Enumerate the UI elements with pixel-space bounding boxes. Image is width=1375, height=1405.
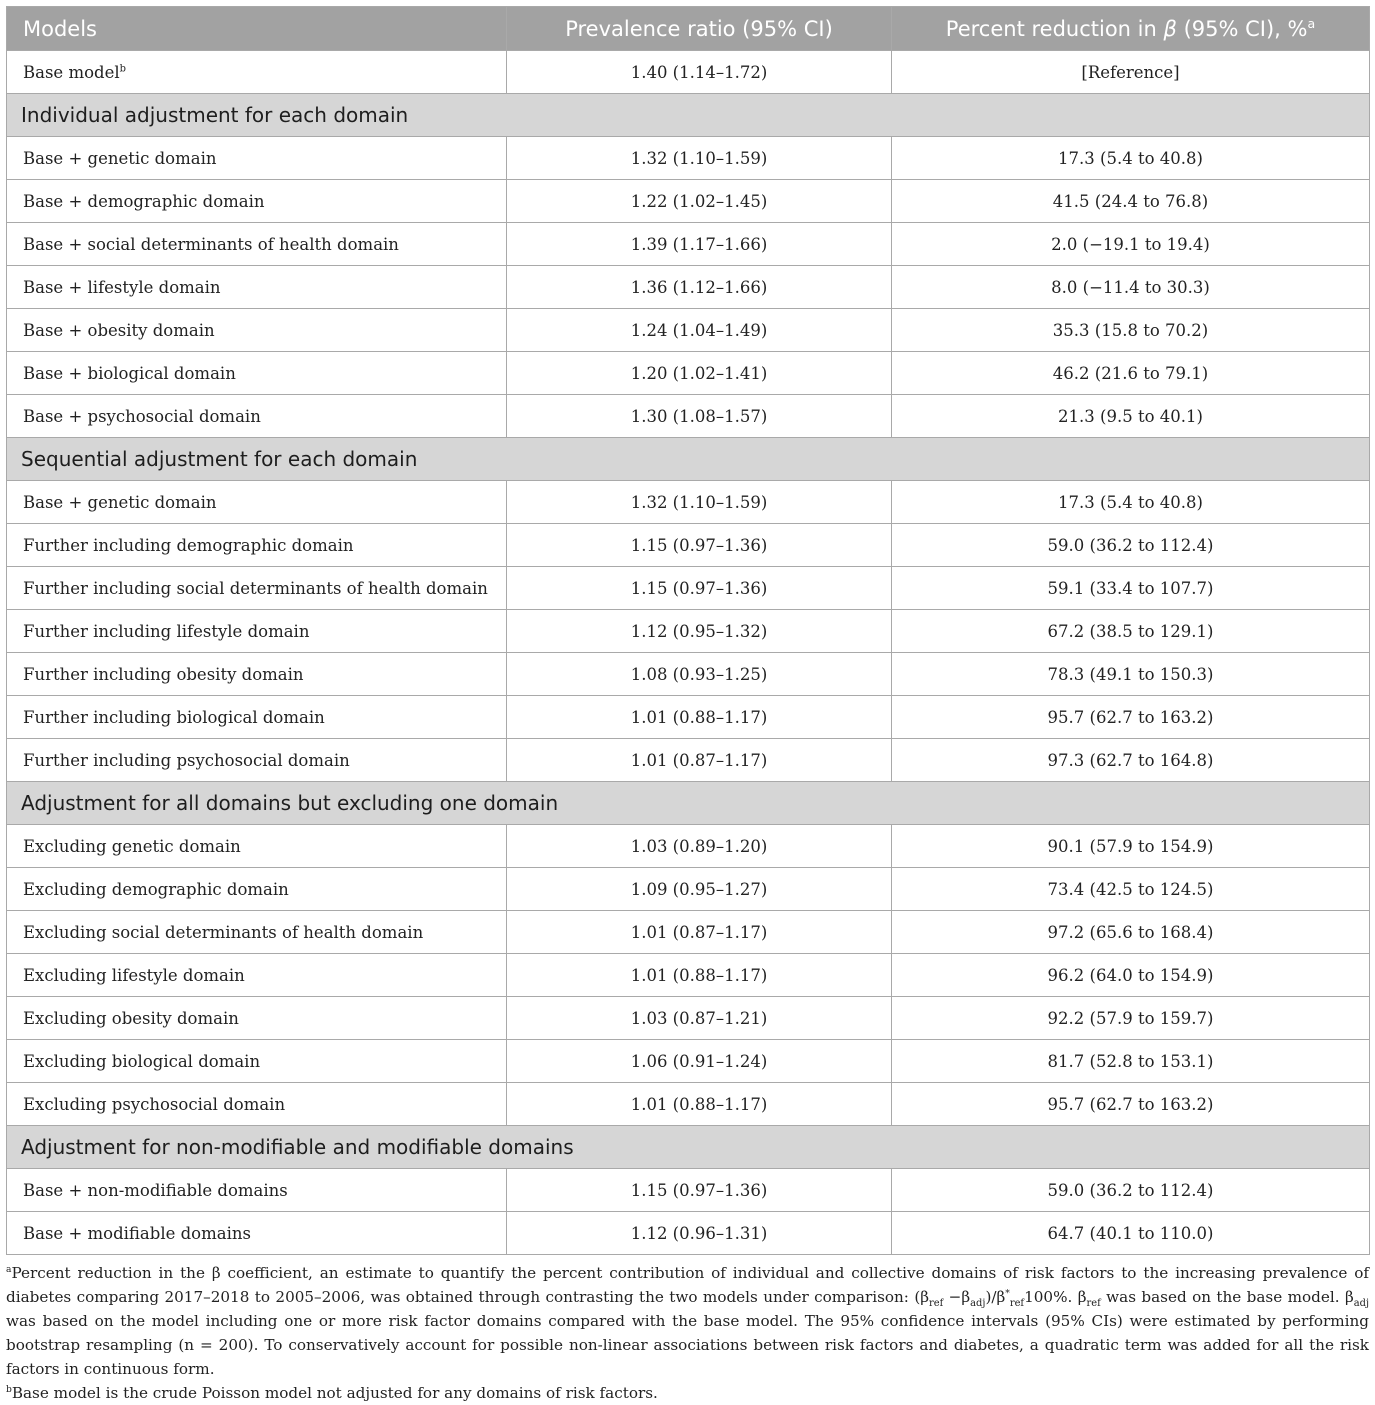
row-percent-reduction: 46.2 (21.6 to 79.1) (892, 352, 1370, 395)
row-label: Base + genetic domain (7, 137, 507, 180)
table-row (7, 653, 1370, 696)
row-label: Base + demographic domain (7, 180, 507, 223)
row-label: Base + obesity domain (7, 309, 507, 352)
header-prevalence-ratio: Prevalence ratio (95% CI) (507, 7, 892, 51)
row-prevalence-ratio: 1.01 (0.88–1.17) (507, 1083, 892, 1126)
row-label: Base + genetic domain (7, 481, 507, 524)
row-label: Excluding lifestyle domain (7, 954, 507, 997)
row-percent-reduction: 90.1 (57.9 to 154.9) (892, 825, 1370, 868)
table-row (7, 997, 1370, 1040)
footnote-a-text-3: was based on the base model. β (1100, 1288, 1354, 1306)
table-row (7, 137, 1370, 180)
row-percent-reduction: 67.2 (38.5 to 129.1) (892, 610, 1370, 653)
section-header-row (7, 782, 1370, 825)
row-percent-reduction: 97.2 (65.6 to 168.4) (892, 911, 1370, 954)
table-row (7, 180, 1370, 223)
table-row (7, 954, 1370, 997)
footnote-a-slash: )/β (985, 1288, 1006, 1306)
row-percent-reduction: 78.3 (49.1 to 150.3) (892, 653, 1370, 696)
header-percent-reduction-text: Percent reduction in (945, 16, 1164, 41)
table-footnotes (6, 1261, 1369, 1405)
row-percent-reduction: 8.0 (−11.4 to 30.3) (892, 266, 1370, 309)
row-percent-reduction: 21.3 (9.5 to 40.1) (892, 395, 1370, 438)
row-percent-reduction: 95.7 (62.7 to 163.2) (892, 696, 1370, 739)
footnote-sub-adj-2: adj (1353, 1298, 1370, 1310)
header-percent-reduction (892, 7, 1370, 51)
row-label: Further including demographic domain (7, 524, 507, 567)
row-prevalence-ratio: 1.01 (0.87–1.17) (507, 739, 892, 782)
row-percent-reduction: 64.7 (40.1 to 110.0) (892, 1212, 1370, 1255)
row-prevalence-ratio: 1.03 (0.89–1.20) (507, 825, 892, 868)
row-label: Excluding genetic domain (7, 825, 507, 868)
row-prevalence-ratio: 1.15 (0.97–1.36) (507, 1169, 892, 1212)
row-label: Base + non-modifiable domains (7, 1169, 507, 1212)
row-prevalence-ratio: 1.24 (1.04–1.49) (507, 309, 892, 352)
table-row (7, 911, 1370, 954)
footnote-a-text-4: was based on the model including one or more risk factor domains compared with the base model. The 95% confidence intervals (95% CIs) were estimated by performing bootstrap resampling (n = 200). To conservatively account for possible non-linear associations between risk factors and diabetes, a quadratic term was added for all the risk factors in continuous form. (6, 1312, 1369, 1378)
row-label: Further including lifestyle domain (7, 610, 507, 653)
results-table-container (6, 6, 1369, 1255)
section-title: Adjustment for non-modifiable and modifiable domains (7, 1126, 1370, 1169)
row-prevalence-ratio: 1.15 (0.97–1.36) (507, 524, 892, 567)
footnote-marker-b: b (119, 63, 126, 74)
row-label: Excluding psychosocial domain (7, 1083, 507, 1126)
row-percent-reduction: 41.5 (24.4 to 76.8) (892, 180, 1370, 223)
section-header-row (7, 438, 1370, 481)
footnote-sub-adj: adj (970, 1298, 986, 1310)
footnote-b (6, 1381, 1369, 1405)
row-label: Base + modifiable domains (7, 1212, 507, 1255)
row-prevalence-ratio: 1.20 (1.02–1.41) (507, 352, 892, 395)
table-row (7, 481, 1370, 524)
table-row (7, 825, 1370, 868)
footnote-a (6, 1261, 1369, 1381)
table-row (7, 1040, 1370, 1083)
table-row (7, 1169, 1370, 1212)
row-label: Base + social determinants of health domain (7, 223, 507, 266)
footnote-b-mark: b (6, 1384, 12, 1395)
row-prevalence-ratio: 1.06 (0.91–1.24) (507, 1040, 892, 1083)
row-label: Excluding social determinants of health domain (7, 911, 507, 954)
row-percent-reduction: 2.0 (−19.1 to 19.4) (892, 223, 1370, 266)
row-label: Base + psychosocial domain (7, 395, 507, 438)
row-prevalence-ratio: 1.32 (1.10–1.59) (507, 481, 892, 524)
row-label: Further including psychosocial domain (7, 739, 507, 782)
row-percent-reduction: 73.4 (42.5 to 124.5) (892, 868, 1370, 911)
base-model-row (7, 51, 1370, 94)
row-label: Further including obesity domain (7, 653, 507, 696)
row-prevalence-ratio: 1.01 (0.87–1.17) (507, 911, 892, 954)
table-row (7, 309, 1370, 352)
row-percent-reduction: 92.2 (57.9 to 159.7) (892, 997, 1370, 1040)
table-row (7, 352, 1370, 395)
table-row (7, 1212, 1370, 1255)
row-prevalence-ratio: 1.01 (0.88–1.17) (507, 696, 892, 739)
row-percent-reduction: 59.0 (36.2 to 112.4) (892, 524, 1370, 567)
table-row (7, 524, 1370, 567)
footnote-marker-a: a (1307, 15, 1316, 31)
row-label: Base + biological domain (7, 352, 507, 395)
table-row (7, 739, 1370, 782)
row-prevalence-ratio: 1.03 (0.87–1.21) (507, 997, 892, 1040)
row-percent-reduction: 96.2 (64.0 to 154.9) (892, 954, 1370, 997)
section-header-row (7, 94, 1370, 137)
table-row (7, 696, 1370, 739)
table-header-row (7, 7, 1370, 51)
footnote-a-mark: a (6, 1264, 12, 1275)
row-prevalence-ratio: 1.32 (1.10–1.59) (507, 137, 892, 180)
row-prevalence-ratio: 1.15 (0.97–1.36) (507, 567, 892, 610)
row-percent-reduction: 59.0 (36.2 to 112.4) (892, 1169, 1370, 1212)
row-prevalence-ratio: 1.09 (0.95–1.27) (507, 868, 892, 911)
row-percent-reduction: 81.7 (52.8 to 153.1) (892, 1040, 1370, 1083)
row-percent-reduction: [Reference] (892, 51, 1370, 94)
header-percent-reduction-tail: (95% CI), % (1176, 16, 1308, 41)
table-row (7, 1083, 1370, 1126)
table-row (7, 868, 1370, 911)
table-row (7, 223, 1370, 266)
footnote-sup-star: * (1005, 1288, 1010, 1299)
row-label: Excluding demographic domain (7, 868, 507, 911)
row-label: Excluding obesity domain (7, 997, 507, 1040)
row-percent-reduction: 35.3 (15.8 to 70.2) (892, 309, 1370, 352)
footnote-a-text-2: 100%. β (1024, 1288, 1087, 1306)
table-row (7, 266, 1370, 309)
table-row (7, 567, 1370, 610)
row-prevalence-ratio: 1.12 (0.96–1.31) (507, 1212, 892, 1255)
results-table (6, 6, 1370, 1255)
footnote-sub-ref-2: ref (1009, 1298, 1025, 1310)
row-prevalence-ratio: 1.08 (0.93–1.25) (507, 653, 892, 696)
section-title: Individual adjustment for each domain (7, 94, 1370, 137)
section-header-row (7, 1126, 1370, 1169)
row-label (7, 51, 507, 94)
header-beta-symbol: β (1163, 16, 1177, 41)
row-prevalence-ratio: 1.30 (1.08–1.57) (507, 395, 892, 438)
row-prevalence-ratio: 1.39 (1.17–1.66) (507, 223, 892, 266)
footnote-sub-ref-3: ref (1086, 1298, 1101, 1310)
row-percent-reduction: 97.3 (62.7 to 164.8) (892, 739, 1370, 782)
row-percent-reduction: 95.7 (62.7 to 163.2) (892, 1083, 1370, 1126)
table-row (7, 610, 1370, 653)
row-prevalence-ratio: 1.22 (1.02–1.45) (507, 180, 892, 223)
row-prevalence-ratio: 1.40 (1.14–1.72) (507, 51, 892, 94)
footnote-sub-ref: ref (929, 1298, 944, 1310)
row-percent-reduction: 17.3 (5.4 to 40.8) (892, 481, 1370, 524)
row-label: Further including biological domain (7, 696, 507, 739)
row-label: Further including social determinants of health domain (7, 567, 507, 610)
table-row (7, 395, 1370, 438)
row-label: Base + lifestyle domain (7, 266, 507, 309)
section-title: Sequential adjustment for each domain (7, 438, 1370, 481)
row-percent-reduction: 17.3 (5.4 to 40.8) (892, 137, 1370, 180)
row-percent-reduction: 59.1 (33.4 to 107.7) (892, 567, 1370, 610)
row-prevalence-ratio: 1.12 (0.95–1.32) (507, 610, 892, 653)
footnote-a-minus: −β (943, 1288, 971, 1306)
row-label: Excluding biological domain (7, 1040, 507, 1083)
footnote-b-text: Base model is the crude Poisson model not adjusted for any domains of risk factors. (11, 1384, 658, 1402)
header-models: Models (7, 7, 507, 51)
base-model-label: Base model (23, 62, 120, 82)
row-prevalence-ratio: 1.01 (0.88–1.17) (507, 954, 892, 997)
section-title: Adjustment for all domains but excluding one domain (7, 782, 1370, 825)
footnote-a-text-1: Percent reduction in the β coefficient, an estimate to quantify the percent contribution of individual and collective domains of risk factors to the increasing prevalence of diabetes comparing 2017–2018 to 2005–2006, was obtained through contrasting the two models under comparison: (β (6, 1264, 1369, 1306)
row-prevalence-ratio: 1.36 (1.12–1.66) (507, 266, 892, 309)
